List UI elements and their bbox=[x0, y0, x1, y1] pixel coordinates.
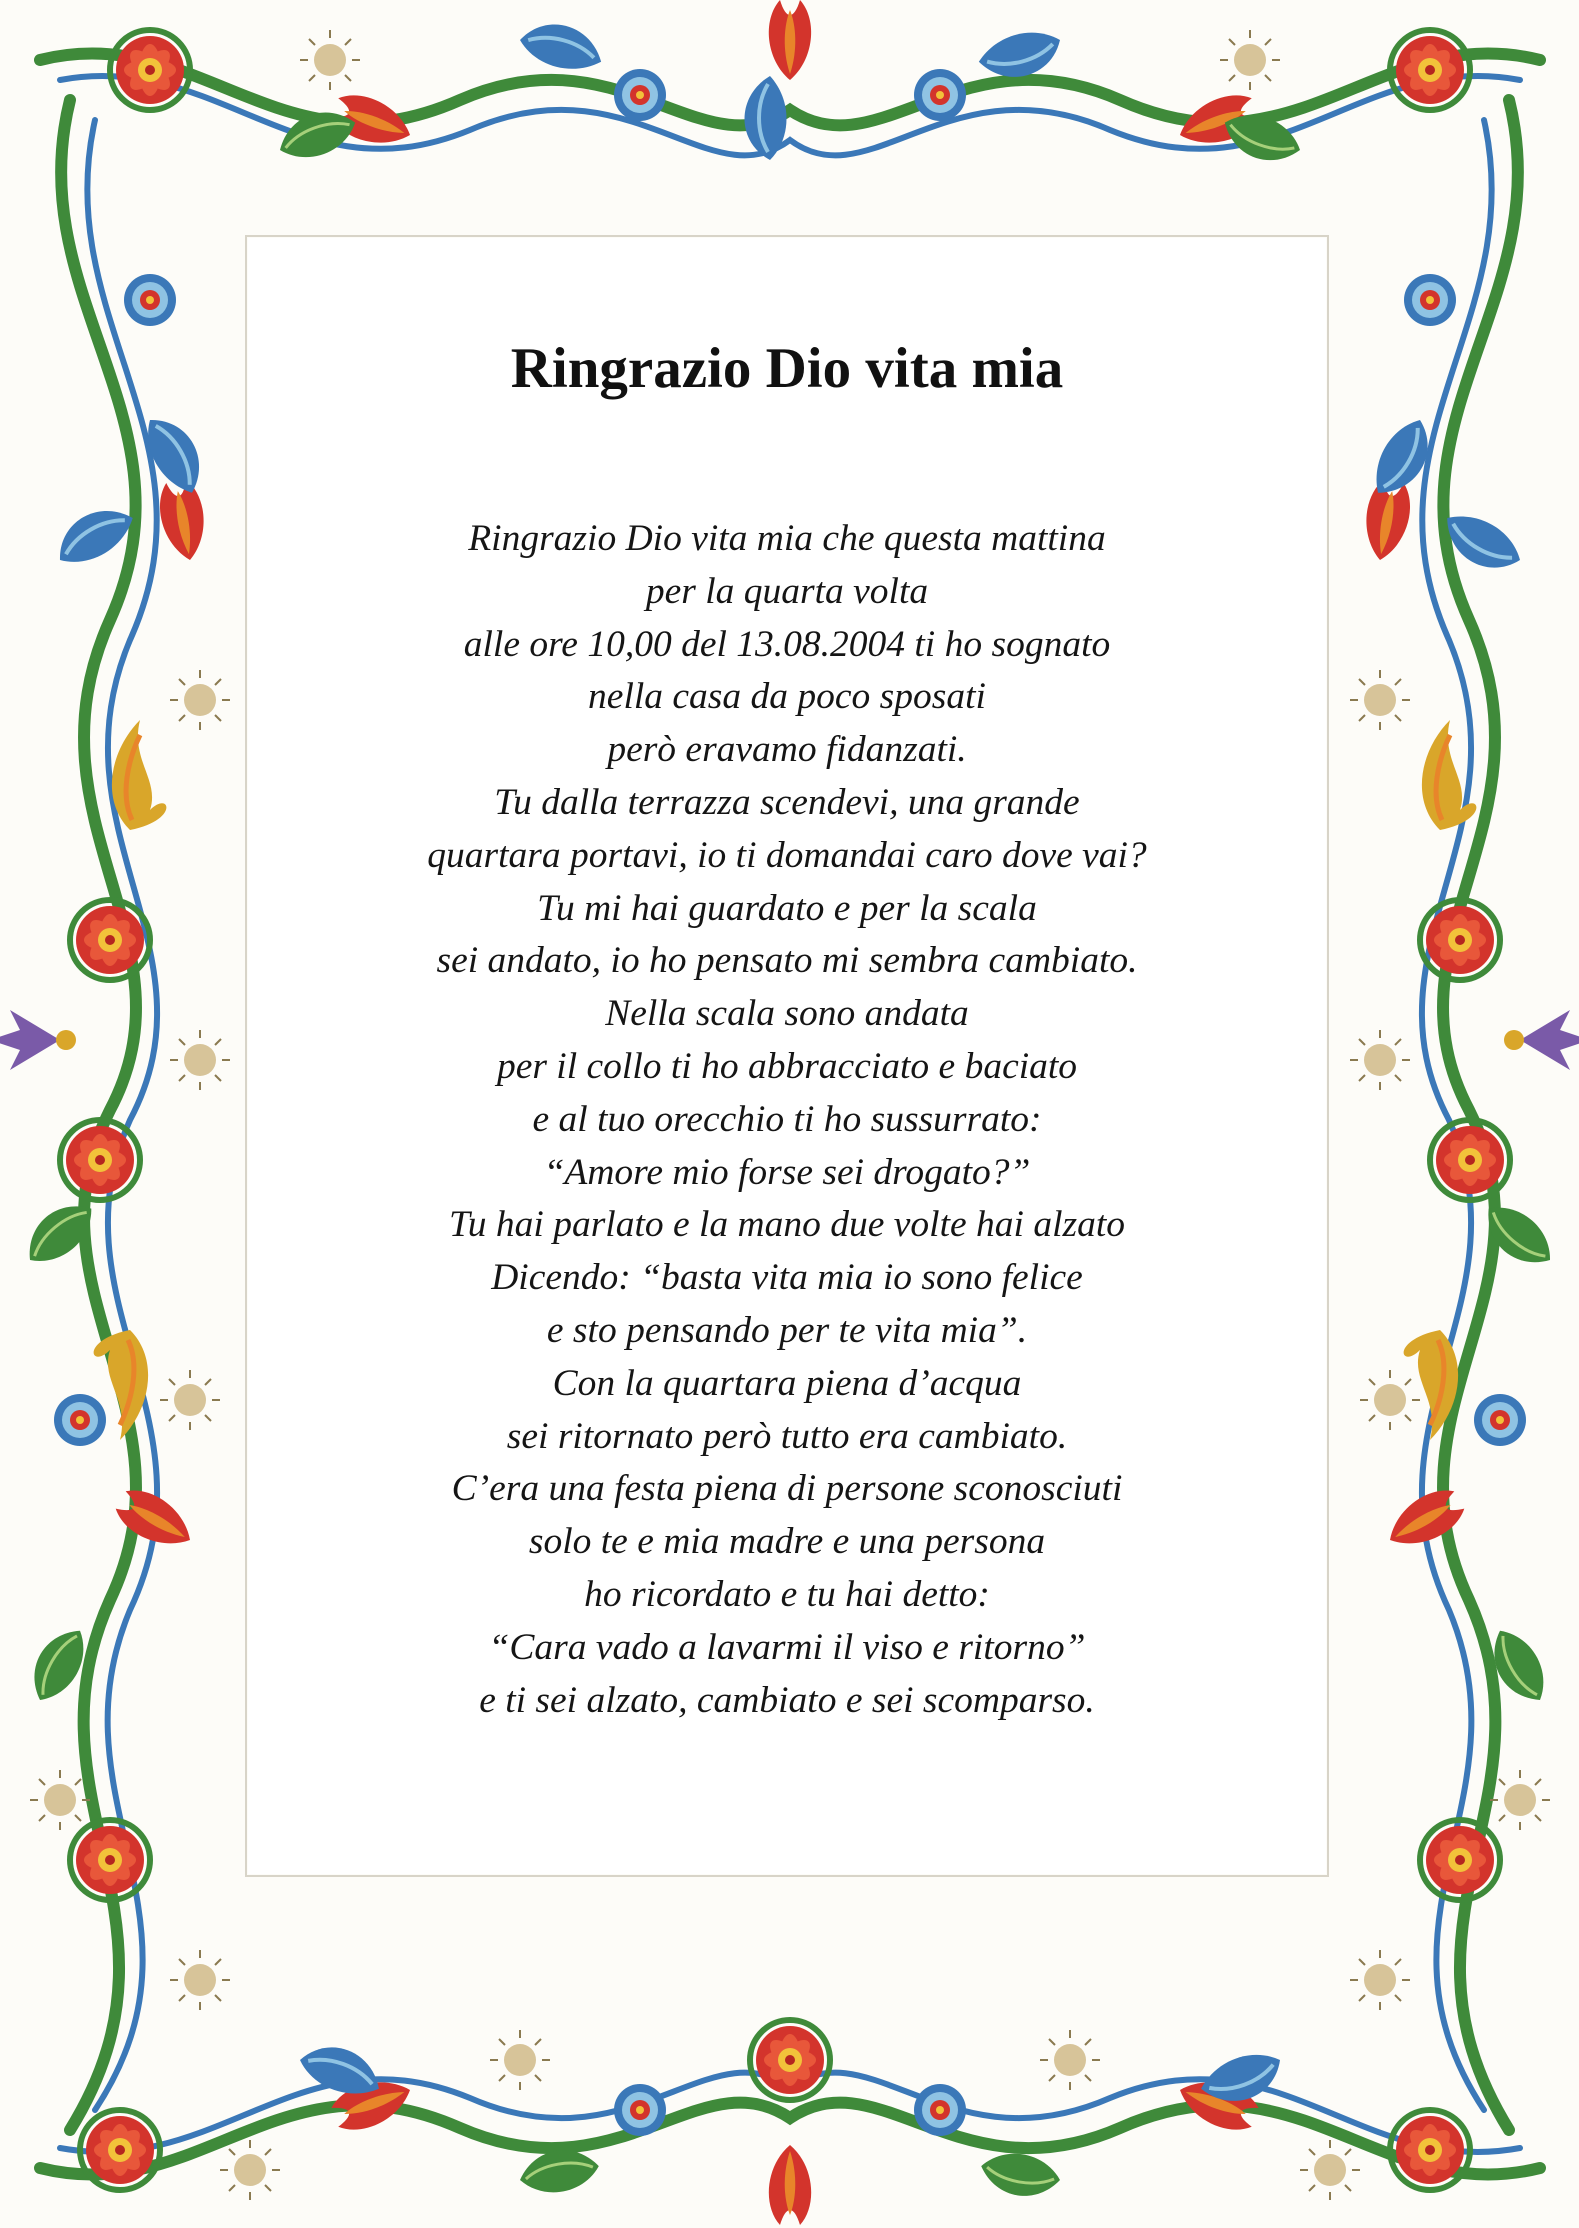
poem-line: per il collo ti ho abbracciato e baciato bbox=[496, 1045, 1078, 1087]
poem-line: Tu hai parlato e la mano due volte hai alzato bbox=[448, 1204, 1126, 1246]
poem-line: solo te e mia madre e una persona bbox=[528, 1521, 1046, 1563]
poem-line: sei andato, io ho pensato mi sembra cambiato. bbox=[436, 940, 1138, 982]
poem-title: Ringrazio Dio vita mia bbox=[510, 337, 1064, 400]
poem-line: e al tuo orecchio ti ho sussurrato: bbox=[532, 1098, 1042, 1140]
poem-line: nella casa da poco sposati bbox=[588, 676, 986, 718]
poem-line: per la quarta volta bbox=[645, 570, 929, 612]
poem-line: Dicendo: “basta vita mia io sono felice bbox=[491, 1257, 1083, 1299]
poem-line: e sto pensando per te vita mia”. bbox=[546, 1309, 1028, 1351]
poem-line: sei ritornato però tutto era cambiato. bbox=[506, 1415, 1068, 1457]
poem-line: alle ore 10,00 del 13.08.2004 ti ho sognato bbox=[463, 623, 1111, 665]
poem-body bbox=[248, 513, 1326, 1727]
poem-line: ho ricordato e tu hai detto: bbox=[584, 1573, 990, 1615]
poem-line: Tu dalla terrazza scendevi, una grande bbox=[494, 781, 1080, 823]
poem-line: “Amore mio forse sei drogato?” bbox=[543, 1151, 1031, 1193]
poem-line: Ringrazio Dio vita mia che questa mattina bbox=[468, 518, 1106, 559]
poem-line: Con la quartara piena d’acqua bbox=[552, 1362, 1022, 1404]
poem-panel bbox=[248, 238, 1326, 1874]
poem-line: e ti sei alzato, cambiato e sei scomparso. bbox=[479, 1679, 1095, 1721]
poem-line: quartara portavi, io ti domandai caro dove vai? bbox=[427, 834, 1147, 876]
poem-line: Tu mi hai guardato e per la scala bbox=[537, 887, 1037, 929]
poem-line: C’era una festa piena di persone sconosciuti bbox=[451, 1468, 1123, 1510]
poem-line: “Cara vado a lavarmi il viso e ritorno” bbox=[488, 1626, 1086, 1668]
poem-line: Nella scala sono andata bbox=[605, 993, 969, 1035]
poem-line: però eravamo fidanzati. bbox=[607, 729, 967, 771]
